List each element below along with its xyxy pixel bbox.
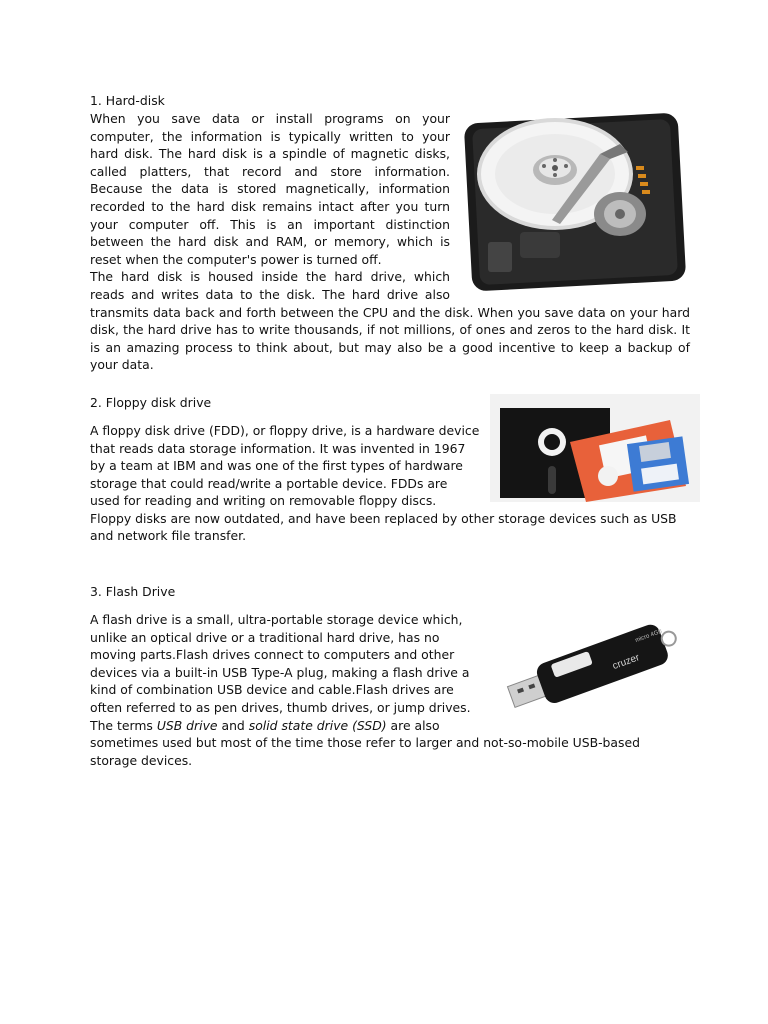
floppy-disk-image xyxy=(490,394,700,502)
paragraph-text: are also sometimes used but most of the time those refer to larger and not-so-mobile USB-based storage devices. xyxy=(90,717,640,768)
device-brand-label: cruzer xyxy=(611,652,642,673)
hard-disk-image xyxy=(460,104,690,294)
section-flash-drive xyxy=(90,583,690,769)
hard-disk-illustration xyxy=(460,104,690,294)
paragraph-text: and xyxy=(217,717,249,733)
flash-drive-image xyxy=(490,607,690,717)
term-usb-drive: USB drive xyxy=(156,717,218,733)
flash-drive-illustration xyxy=(490,607,690,717)
section-hard-disk xyxy=(90,92,690,374)
section-heading: 1. Hard-disk xyxy=(90,93,165,108)
paragraph: A floppy disk drive (FDD), or floppy drive, is a hardware device that reads data storage information. It was invented in 1967 by a team at IBM and was one of the first types of hardware storage that could read/write a portable device. FDDs are used for reading and writing on removable floppy discs. Floppy disks are now outdated, and have been replaced by other storage devices such as USB and network file transfer. xyxy=(90,422,677,544)
term-ssd: solid state drive (SSD) xyxy=(248,717,387,733)
section-heading: 3. Flash Drive xyxy=(90,584,176,600)
device-capacity-label: micro 4GB xyxy=(634,628,664,645)
section-floppy-disk xyxy=(90,394,690,545)
document-page xyxy=(90,92,690,769)
paragraph: When you save data or install programs on your computer, the information is typically written to your hard disk. The hard disk is a spindle of magnetic disks, called platters, that record and store information. Because the data is stored magnetically, information recorded to the hard disk remains intact after you turn your computer off. This is an important distinction between the hard disk and RAM, or memory, which is reset when the computer's power is turned off. xyxy=(90,111,450,267)
paragraph: The hard disk is housed inside the hard drive, which reads and writes data to the disk. The hard drive also transmits data back and forth between the CPU and the disk. When you save data on your hard disk, the hard drive has to write thousands, if not millions, of ones and zeros to the hard disk. It is an amazing process to think about, but may also be a good incentive to keep a backup of your data. xyxy=(90,269,690,373)
floppy-disk-illustration xyxy=(490,394,700,502)
paragraph-text: A flash drive is a small, ultra-portable storage device which, unlike an optical drive or a traditional hard drive, has no moving parts.Flash drives connect to computers and other devices via a built-in USB Type-A plug, making a flash drive a kind of combination USB device and cable.Flash drives are often referred to as pen drives, thumb drives, or jump drives. The terms xyxy=(90,612,471,733)
section-heading: 2. Floppy disk drive xyxy=(90,394,212,410)
